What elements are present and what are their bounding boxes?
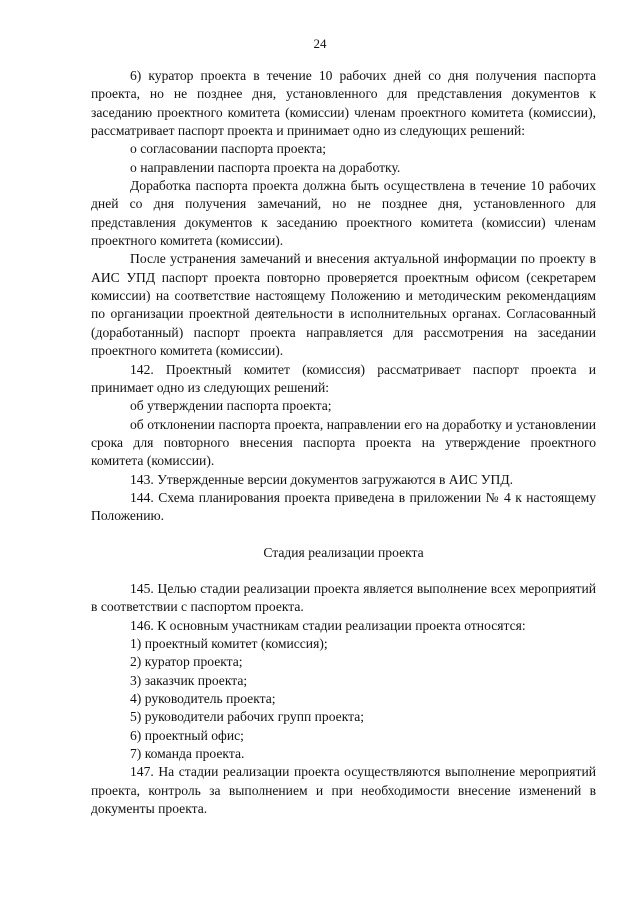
page-number: 24: [313, 36, 327, 51]
paragraph-145: 145. Целью стадии реализации проекта является выполнение всех мероприятий в соответствии с паспортом проекта.: [91, 580, 596, 615]
decision-option-revise: о направлении паспорта проекта на доработку.: [130, 159, 401, 175]
list-item: 6) проектный офис;: [130, 727, 244, 743]
paragraph-revision: Доработка паспорта проекта должна быть осуществлена в течение 10 рабочих дней со дня получения замечаний, но не позднее дня, установленного для представления документов к заседанию проектного комитета (комиссии) членам проектного комитета (комиссии).: [91, 178, 596, 249]
paragraph-item-6: 6) куратор проекта в течение 10 рабочих дней со дня получения паспорта проекта, но не позднее дня, установленного для представления документов к заседанию проектного комитета (комиссии) членам проектного комитета (комиссии), рассматривает паспорт проекта и принимает одно из следующих решений:: [91, 68, 596, 139]
list-item: 5) руководители рабочих групп проекта;: [130, 709, 365, 725]
paragraph-142: 142. Проектный комитет (комиссия) рассматривает паспорт проекта и принимает одно из следующих решений:: [91, 361, 596, 395]
paragraph-147: 147. На стадии реализации проекта осуществляются выполнение мероприятий проекта, контроль за выполнением и при необходимости внесение изменений в документы проекта.: [91, 764, 596, 817]
list-item: 1) проектный комитет (комиссия);: [130, 635, 328, 651]
paragraph-after-fixes: После устранения замечаний и внесения актуальной информации по проекту в АИС УПД паспорт проекта повторно проверяется проектным офисом (секретарем комиссии) на соответствие настоящему Положению и методическим рекомендациям по организации проектной деятельности в исполнительных органах. Согласованный (доработанный) паспорт проекта направляется для рассмотрения на заседании проектного комитета (комиссии).: [91, 251, 596, 359]
list-item: 3) заказчик проекта;: [130, 672, 248, 688]
document-body: [91, 67, 596, 818]
decision-option-reject: об отклонении паспорта проекта, направлении его на доработку и установлении срока для повторного внесения паспорта проекта на утверждение проектного комитета (комиссии).: [91, 416, 596, 469]
decision-option-confirm: об утверждении паспорта проекта;: [130, 398, 332, 414]
paragraph-143: 143. Утвержденные версии документов загружаются в АИС УПД.: [130, 471, 513, 487]
section-heading: Стадия реализации проекта: [263, 544, 424, 560]
paragraph-144: 144. Схема планирования проекта приведена в приложении № 4 к настоящему Положению.: [91, 489, 596, 524]
list-item: 7) команда проекта.: [130, 746, 245, 762]
paragraph-146: 146. К основным участникам стадии реализации проекта относятся:: [130, 617, 526, 633]
decision-option-approve: о согласовании паспорта проекта;: [130, 141, 327, 157]
list-item: 2) куратор проекта;: [130, 654, 243, 670]
list-item: 4) руководитель проекта;: [130, 691, 276, 706]
